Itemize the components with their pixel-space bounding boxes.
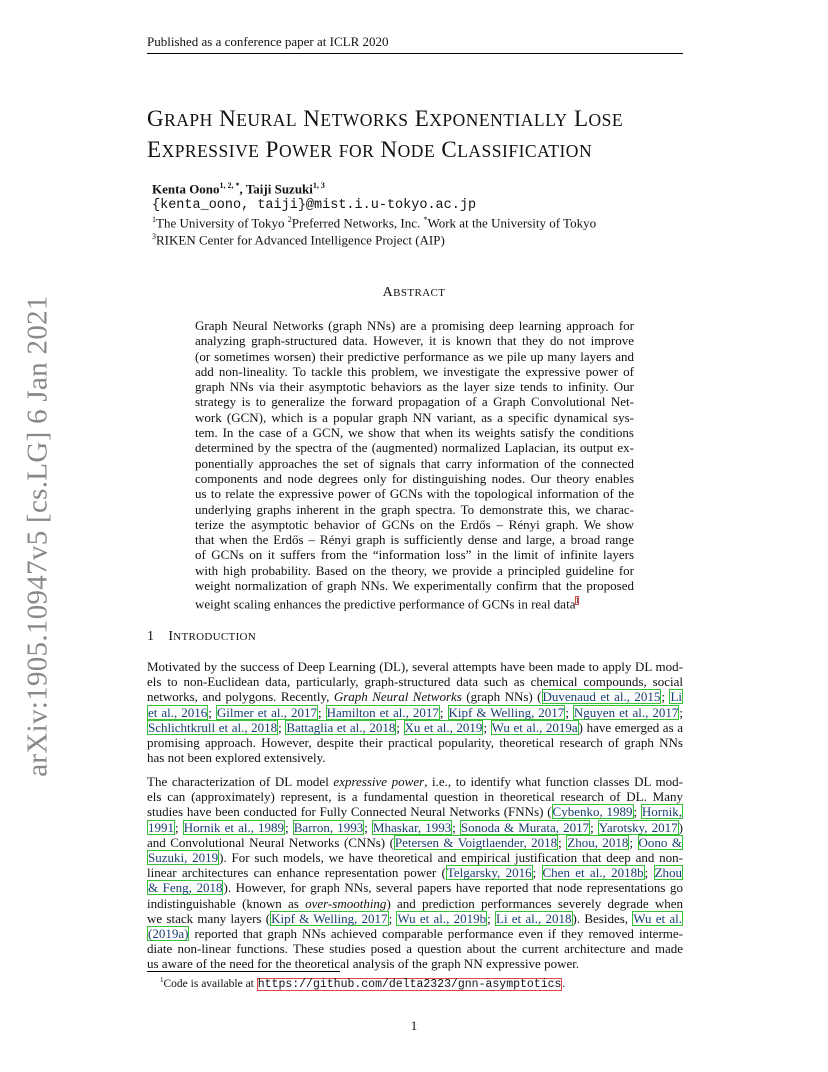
affiliation-text: The University of Tokyo [156,215,288,231]
citation-link[interactable]: & Feng, 2018 [148,880,223,896]
text-run: ). Besides, [572,910,633,926]
text-run: indistinguishable (known as [147,895,306,911]
text-line [147,941,683,956]
author-superscript: 1, 3 [312,181,325,190]
text-line [147,720,683,735]
citation-link[interactable]: (2019a) [148,926,189,942]
abstract-line: weight normalization of graph NNs. We experimentally confirm that the proposed [195,578,634,594]
author-line: Kenta Oono$^{1, 2, *}$, Taiji Suzuki$^{1, 3}$ [152,181,325,197]
text-run: ) and prediction performances severely degrade when [386,895,683,911]
citation-link[interactable]: Hornik, [641,804,682,820]
citation-link[interactable]: Schlichtkrull et al., 2018 [148,719,278,735]
text-run: ; [388,910,397,926]
text-line [147,689,683,704]
text-run: ; [364,819,372,835]
citation-link[interactable]: Wu et al. [633,910,683,926]
text-line [147,865,683,880]
abstract-line: of GCNs on it suffers from the “information loss” in the limit of infinite layers [195,547,634,563]
emphasized-text: Graph Neural Networks [333,689,462,705]
text-run: Motivated by the success of Deep Learning (DL), several attempts have been made to apply DL mod- [147,659,683,674]
abstract-line: (or sometimes worsen) their predictive performance as we pile up many layers and [195,348,634,364]
text-run: ; [558,834,567,850]
citation-link[interactable]: Mhaskar, 1993 [372,819,452,835]
footnote: $^1$Code is available at https://github.com/delta2323/gnn-asymptotics. [160,976,566,991]
citation-link[interactable]: Battaglia et al., 2018 [286,719,396,735]
intro-paragraph-2 [147,774,683,972]
text-run: , i.e., to identify what function classes DL mod- [424,774,683,789]
text-line [147,956,683,971]
text-run: ; [175,819,183,835]
text-line [147,674,683,689]
text-line [147,880,683,895]
abstract-line: Graph Neural Networks (graph NNs) are a promising deep learning approach for [195,318,634,333]
citation-link[interactable]: Wu et al., 2019b [397,910,487,926]
text-run: ; [439,704,448,720]
text-run: ; [396,719,404,735]
abstract-line: add non-lineality. To tackle this problem, we investigate the expressive power of [195,363,634,379]
footnote-mark: 1 [160,976,164,984]
title-line-1 [147,104,707,135]
abstract-line: analyzing graph-structured data. However, it is known that they do not improve [195,333,634,349]
text-run: ; [278,719,286,735]
abstract-line: us to relate the expressive power of GCNs with the topological information of the [195,486,634,502]
text-run: ; [661,689,670,705]
abstract-line: terize the asymptotic behavior of GCNs on the Erdős – Rényi graph. We show [195,516,634,532]
title-word: NETWORKS [303,106,409,131]
text-line [147,659,683,674]
citation-link[interactable]: Li et al., 2018 [496,910,572,926]
citation-link[interactable]: Yarotsky, 2017 [598,819,678,835]
header-rule [147,53,683,54]
text-run: linear architectures can enhance representation power ( [147,865,446,881]
text-line [147,750,683,765]
text-line [147,705,683,720]
title-word: EXPONENTIALLY [414,106,568,131]
title-word: NEURAL [219,106,298,131]
author-name: Taiji Suzuki [245,181,313,197]
text-run: ; [452,819,460,835]
abstract-line: graph NNs via their asymptotic behaviors as the layer size tends to infinity. Our [195,379,634,395]
abstract-body [195,318,634,612]
text-run: els can (approximately) represent, is a fundamental question in theoretical research of DL. Many [147,789,683,805]
title-word: EXPRESSIVE [147,137,260,162]
title-word: GRAPH [147,106,213,131]
text-line [147,804,683,819]
text-run: ; [629,834,638,850]
text-run: studies have been conducted for Fully Connected Neural Networks (FNNs) ( [147,804,552,820]
citation-link[interactable]: Nguyen et al., 2017 [573,704,679,720]
text-run: (graph NNs) ( [461,689,542,705]
citation-link[interactable]: Gilmer et al., 2017 [216,704,317,720]
affiliation-text: Preferred Networks, Inc. [291,215,424,231]
section-number: 1 [147,629,155,644]
text-run: ; [532,865,542,881]
paper-title [147,104,707,166]
abstract-line: ponentially approaches the set of signals that carry information of the connected [195,455,634,471]
text-run: ). For such models, we have theoretical and empirical justification that deep and non- [219,850,683,866]
author-email: {kenta_oono, taiji}@mist.i.u-tokyo.ac.jp [152,198,477,213]
footnote-link[interactable]: 1 [575,596,580,606]
citation-link[interactable]: Kipf & Welling, 2017 [271,910,388,926]
text-run: ; [565,704,573,720]
page-number: 1 [410,1018,418,1033]
text-run: and Convolutional Neural Networks (CNNs) ( [147,834,394,850]
text-line [147,735,683,750]
text-run: ; [679,704,683,720]
text-run: ; [644,865,654,881]
affiliation-line-2 [152,232,445,248]
citation-link[interactable]: Duvenaud et al., 2015 [542,689,661,705]
citation-link[interactable]: Suzuki, 2019 [148,850,219,866]
citation-link[interactable]: Petersen & Voigtlaender, 2018 [394,834,558,850]
text-run: ) have emerged as a [578,719,683,735]
title-line-2 [147,135,707,166]
emphasized-text: over-smoothing [305,895,387,911]
citation-link[interactable]: 1991 [148,819,174,835]
author-superscript: 1, 2, * [219,181,240,190]
affiliation-text: RIKEN Center for Advanced Intelligence Project (AIP) [156,232,445,248]
author-name: Kenta Oono [152,181,220,197]
title-word: LOSE [573,106,624,131]
text-run: diate non-linear functions. These studies posed a question about the current architecture and made [147,941,683,957]
text-run: has not been explored extensively. [147,750,326,766]
citation-link[interactable]: et al., 2016 [148,704,208,720]
text-run: ). However, for graph NNs, several papers have reported that node representations go [223,880,683,896]
title-word: FOR [338,141,375,161]
text-line [147,911,683,926]
citation-link[interactable]: Kipf & Welling, 2017 [448,704,565,720]
section-heading [147,629,256,645]
text-run: els to non-Euclidean data, particularly, graph-structured data such as chemical compounds, social [147,674,683,690]
affiliation-marker: 1 [152,215,156,224]
footnote-rule [147,971,340,972]
citation-link[interactable]: Hamilton et al., 2017 [326,704,439,720]
emphasized-text: expressive power [333,774,425,789]
title-word: CLASSIFICATION [441,137,593,162]
affiliation-marker: 3 [152,232,156,241]
text-line [147,835,683,850]
text-run: we stack many layers ( [147,910,271,926]
abstract-line: work (GCN), which is a popular graph NN variant, as a specific dynamical sys- [195,409,634,425]
affiliation-text: Work at the University of Tokyo [427,215,597,231]
section-title: INTRODUCTION [168,629,257,644]
text-line [147,850,683,865]
citation-link[interactable]: Oono & [638,834,682,850]
citation-link[interactable]: Chen et al., 2018b [542,865,644,881]
text-line [147,820,683,835]
text-run: ; [483,719,491,735]
title-word: POWER [265,137,333,162]
text-run: The characterization of DL model [147,774,334,789]
text-run: ; [487,910,495,926]
text-run: ; [285,819,293,835]
affiliation-marker: 2 [287,215,292,224]
text-run: reported that graph NNs achieved comparable performance even if they removed interme- [189,926,683,942]
text-run: promising approach. However, despite their practical popularity, theoretical research of graph NNs [147,735,683,751]
text-line [147,926,683,941]
citation-link[interactable]: Cybenko, 1989 [552,804,633,820]
abstract-line: tem. In the case of a GCN, we show that when its weights satisfy the conditions [195,425,634,441]
citation-link[interactable]: Zhou, 2018 [567,834,629,850]
arxiv-stamp: arXiv:1905.10947v5 [cs.LG] 6 Jan 2021 [21,295,54,777]
abstract-line: underlying graphs inherent in the graph spectra. To demonstrate this, we charac- [195,501,634,517]
intro-paragraph-1 [147,659,683,765]
text-run: ; [590,819,598,835]
citation-link[interactable]: Xu et al., 2019 [404,719,483,735]
code-link[interactable]: https://github.com/delta2323/gnn-asymptotics [257,977,562,991]
text-line [147,896,683,911]
abstract-line: that when the Erdős – Rényi graph is sufficiently dense and large, a broad range [195,532,634,548]
abstract-line: determined by the spectra of the (augmented) normalized Laplacian, its output ex- [195,440,634,456]
citation-link[interactable]: Li [670,689,683,705]
affiliation-marker: * [423,215,428,224]
text-line [147,789,683,804]
citation-link[interactable]: Barron, 1993 [293,819,364,835]
affiliation-line-1 [152,215,596,231]
text-run: ; [633,804,641,820]
running-header: Published as a conference paper at ICLR 2020 [147,34,389,49]
title-word: NODE [380,137,436,162]
text-run: us aware of the need for the theoretical analysis of the graph NN expressive power. [147,956,580,972]
text-line [147,774,683,789]
abstract-line: strategy is to generalize the forward propagation of a Graph Convolutional Net- [195,394,634,410]
text-run: ; [208,704,216,720]
abstract-line: with high probability. Based on the theory, we provide a principled guideline for [195,562,634,578]
text-run: networks, and polygons. Recently, [147,689,334,705]
citation-link[interactable]: Wu et al., 2019a [491,719,578,735]
citation-link[interactable]: Hornik et al., 1989 [183,819,285,835]
abstract-heading: ABSTRACT [382,285,446,300]
citation-link[interactable]: Telgarsky, 2016 [446,865,532,881]
abstract-line: weight scaling enhances the predictive performance of GCNs in real data$^1$ [195,596,580,612]
abstract-line: components and node degrees only for distinguishing nodes. Our theory enables [195,470,634,486]
citation-link[interactable]: Zhou [654,865,682,881]
text-run: ; [317,704,326,720]
citation-link[interactable]: Sonoda & Murata, 2017 [460,819,590,835]
text-run: ) [678,819,683,835]
